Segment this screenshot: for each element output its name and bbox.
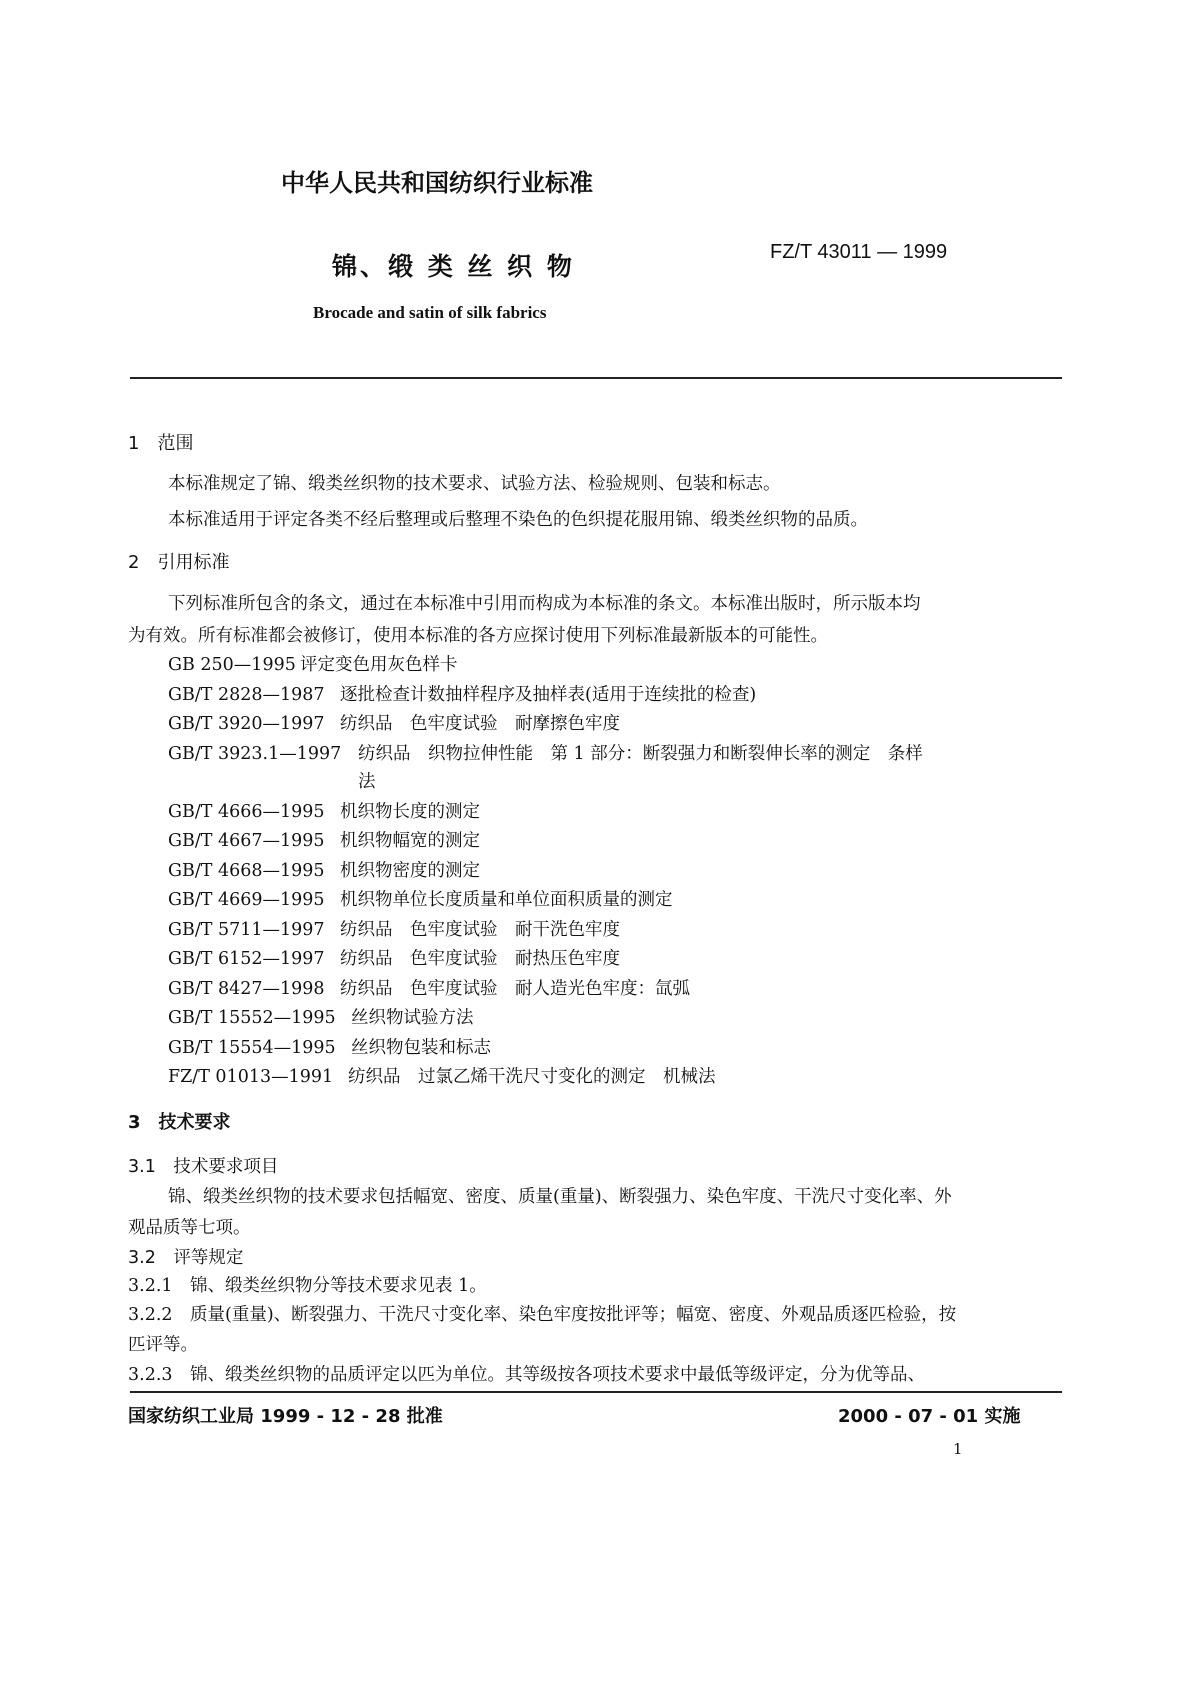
section-3-1-line-2: 观品质等七项。 xyxy=(128,1218,251,1238)
effective-date: 2000 - 07 - 01 实施 xyxy=(838,1406,1021,1427)
reference-code: GB/T 4666—1995 xyxy=(168,802,325,822)
reference-title: 法 xyxy=(358,772,376,792)
section-3-2-2-line-1: 3.2.2 质量(重量)、断裂强力、干洗尺寸变化率、染色牢度按批评等；幅宽、密度、外观品质逐匹检验，按 xyxy=(128,1305,957,1325)
reference-item xyxy=(168,857,480,882)
reference-item xyxy=(168,827,480,852)
section-1-paragraph-1: 本标准规定了锦、缎类丝织物的技术要求、试验方法、检验规则、包装和标志。 xyxy=(168,474,781,494)
section-3-1-heading: 3.1 技术要求项目 xyxy=(128,1157,279,1177)
section-3-2-1: 3.2.1 锦、缎类丝织物分等技术要求见表 1。 xyxy=(128,1276,487,1296)
reference-title: 纺织品 色牢度试验 耐热压色牢度 xyxy=(340,949,620,969)
section-2-heading: 2 引用标准 xyxy=(128,552,230,573)
reference-item xyxy=(168,945,620,970)
reference-title: 评定变色用灰色样卡 xyxy=(300,655,458,675)
reference-title: 丝织物试验方法 xyxy=(351,1008,474,1028)
reference-title: 丝织物包装和标志 xyxy=(351,1038,491,1058)
reference-code: GB/T 2828—1987 xyxy=(168,685,325,705)
reference-title: 机织物长度的测定 xyxy=(340,802,480,822)
reference-item xyxy=(168,740,923,765)
reference-code: GB 250—1995 xyxy=(168,655,296,675)
reference-item xyxy=(168,886,673,911)
reference-title: 纺织品 色牢度试验 耐摩擦色牢度 xyxy=(340,714,620,734)
reference-code: FZ/T 01013—1991 xyxy=(168,1067,334,1087)
reference-item xyxy=(168,651,458,676)
reference-code: GB/T 5711—1997 xyxy=(168,920,325,940)
reference-item xyxy=(168,975,690,1000)
reference-title: 纺织品 织物拉伸性能 第 1 部分：断裂强力和断裂伸长率的测定 条样 xyxy=(358,744,923,764)
section-1-paragraph-2: 本标准适用于评定各类不经后整理或后整理不染色的色织提花服用锦、缎类丝织物的品质。 xyxy=(168,510,868,530)
section-3-1-line-1: 锦、缎类丝织物的技术要求包括幅宽、密度、质量(重量)、断裂强力、染色牢度、干洗尺寸变化率、外 xyxy=(168,1187,952,1207)
reference-code: GB/T 3920—1997 xyxy=(168,714,325,734)
reference-title: 纺织品 色牢度试验 耐干洗色牢度 xyxy=(340,920,620,940)
reference-code: GB/T 4667—1995 xyxy=(168,831,325,851)
reference-title: 逐批检查计数抽样程序及抽样表(适用于连续批的检查) xyxy=(340,685,757,705)
issuer-title: 中华人民共和国纺织行业标准 xyxy=(281,169,593,197)
section-3-2-heading: 3.2 评等规定 xyxy=(128,1248,244,1268)
header-divider xyxy=(130,377,1062,379)
reference-item xyxy=(168,1034,491,1059)
page-number: 1 xyxy=(953,1440,963,1458)
section-2-intro-line-1: 下列标准所包含的条文，通过在本标准中引用而构成为本标准的条文。本标准出版时，所示版本均 xyxy=(168,594,921,614)
reference-title: 纺织品 色牢度试验 耐人造光色牢度：氙弧 xyxy=(340,979,690,999)
footer-divider xyxy=(130,1391,1062,1393)
section-1-heading: 1 范围 xyxy=(128,433,194,454)
reference-title: 纺织品 过氯乙烯干洗尺寸变化的测定 机械法 xyxy=(348,1067,716,1087)
reference-title: 机织物幅宽的测定 xyxy=(340,831,480,851)
reference-code: GB/T 3923.1—1997 xyxy=(168,744,342,764)
reference-title: 机织物密度的测定 xyxy=(340,861,480,881)
reference-code: GB/T 8427—1998 xyxy=(168,979,325,999)
english-title: Brocade and satin of silk fabrics xyxy=(313,303,547,322)
reference-item xyxy=(168,916,620,941)
reference-code: GB/T 15552—1995 xyxy=(168,1008,336,1028)
reference-item xyxy=(168,1063,716,1088)
reference-item xyxy=(168,1004,474,1029)
section-3-2-2-line-2: 匹评等。 xyxy=(128,1335,198,1355)
reference-item xyxy=(168,681,756,706)
reference-code: GB/T 15554—1995 xyxy=(168,1038,336,1058)
reference-item xyxy=(168,798,480,823)
reference-code: GB/T 4668—1995 xyxy=(168,861,325,881)
section-3-heading: 3 技术要求 xyxy=(128,1112,231,1133)
reference-title: 机织物单位长度质量和单位面积质量的测定 xyxy=(340,890,673,910)
standard-code: FZ/T 43011 — 1999 xyxy=(770,241,948,263)
section-3-2-3: 3.2.3 锦、缎类丝织物的品质评定以匹为单位。其等级按各项技术要求中最低等级评定，分为优等品、 xyxy=(128,1365,926,1385)
approval-note: 国家纺织工业局 1999 - 12 - 28 批准 xyxy=(128,1406,443,1427)
reference-item xyxy=(358,768,376,793)
reference-item xyxy=(168,710,620,735)
reference-code: GB/T 4669—1995 xyxy=(168,890,325,910)
section-2-intro-line-2: 为有效。所有标准都会被修订，使用本标准的各方应探讨使用下列标准最新版本的可能性。 xyxy=(128,626,828,646)
standard-title: 锦、缎 类 丝 织 物 xyxy=(332,252,575,281)
reference-code: GB/T 6152—1997 xyxy=(168,949,325,969)
